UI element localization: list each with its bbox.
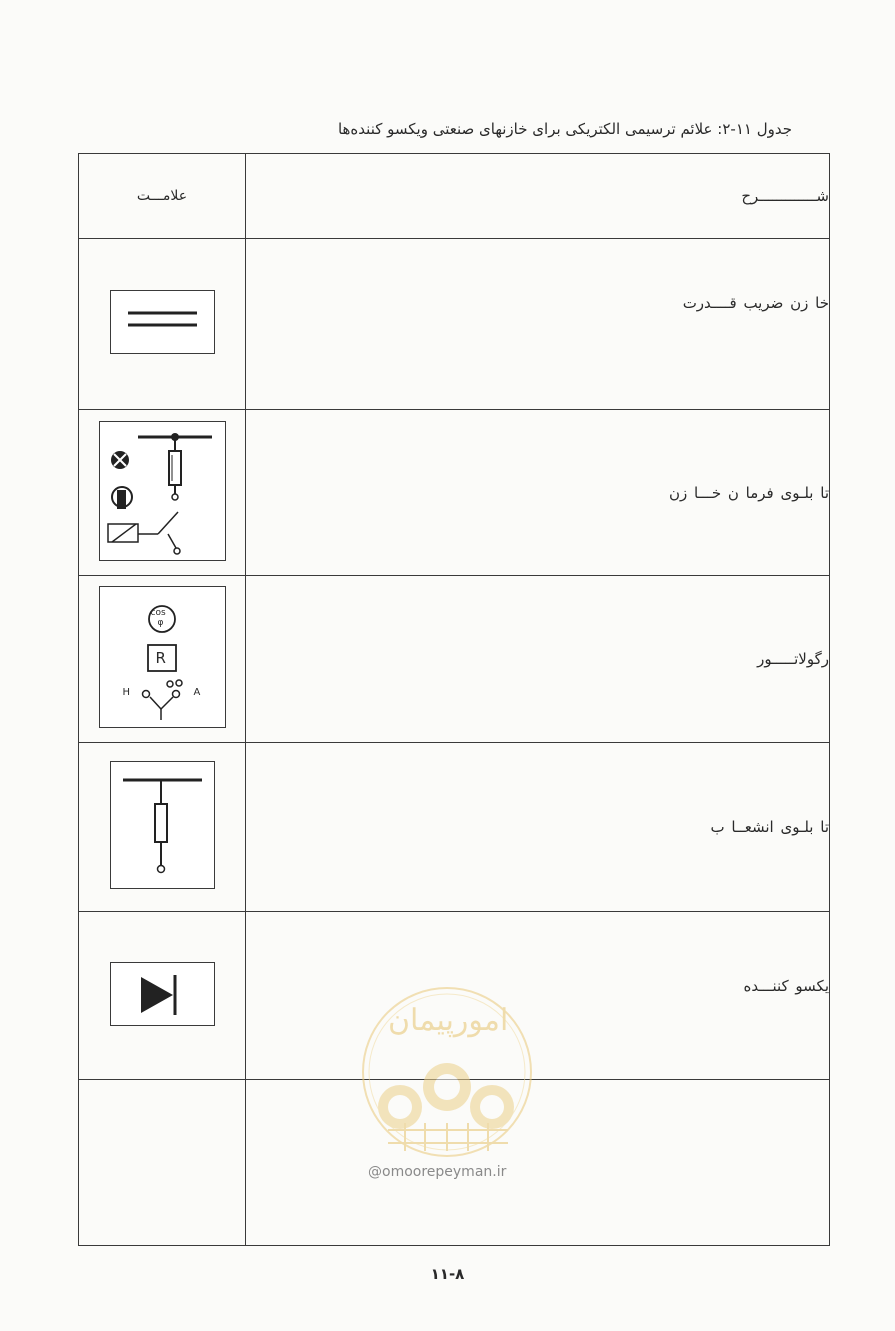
row-description: تا بلـوی انشعــا ب bbox=[246, 743, 830, 912]
watermark-text: امورپیمان bbox=[388, 1003, 509, 1038]
table-row bbox=[79, 576, 830, 743]
regulator-icon bbox=[99, 586, 226, 728]
row-description bbox=[246, 1080, 830, 1246]
header-symbol: علامـــت bbox=[79, 154, 246, 239]
power-factor-capacitor-icon bbox=[110, 290, 215, 354]
table-row bbox=[79, 239, 830, 410]
watermark-logo bbox=[360, 985, 535, 1164]
h-label: H bbox=[122, 687, 131, 698]
rectifier-icon bbox=[110, 962, 215, 1026]
row-symbol bbox=[79, 239, 246, 410]
phi-label: φ bbox=[157, 618, 164, 628]
branch-panel-icon bbox=[110, 761, 215, 889]
row-description: تا بلـوی فرما ن خـــا زن bbox=[246, 410, 830, 576]
row-description: رگولاتـــــور bbox=[246, 576, 830, 743]
table-caption: جدول ۱۱-۲: علائم ترسیمی الکتریکی برای خازنهای صنعتی ویکسو کننده‌ها bbox=[337, 120, 792, 138]
capacitor-control-panel-icon bbox=[99, 421, 226, 561]
a-label: A bbox=[193, 687, 201, 698]
table-header-row bbox=[79, 154, 830, 239]
page-number: ۱۱-۸ bbox=[430, 1265, 465, 1283]
row-symbol bbox=[79, 743, 246, 912]
table-row bbox=[79, 743, 830, 912]
header-description: شـــــــــــــرح bbox=[246, 154, 830, 239]
r-label: R bbox=[155, 649, 166, 667]
row-symbol bbox=[79, 1080, 246, 1246]
row-description: یکسو کننـــده bbox=[246, 912, 830, 1080]
cos-label: cos bbox=[150, 608, 166, 618]
row-description: خا زن ضریب قــــدرت bbox=[246, 239, 830, 410]
watermark-url: @omoorepeyman.ir bbox=[368, 1164, 507, 1180]
row-symbol bbox=[79, 912, 246, 1080]
row-symbol bbox=[79, 410, 246, 576]
row-symbol bbox=[79, 576, 246, 743]
table-row bbox=[79, 410, 830, 576]
